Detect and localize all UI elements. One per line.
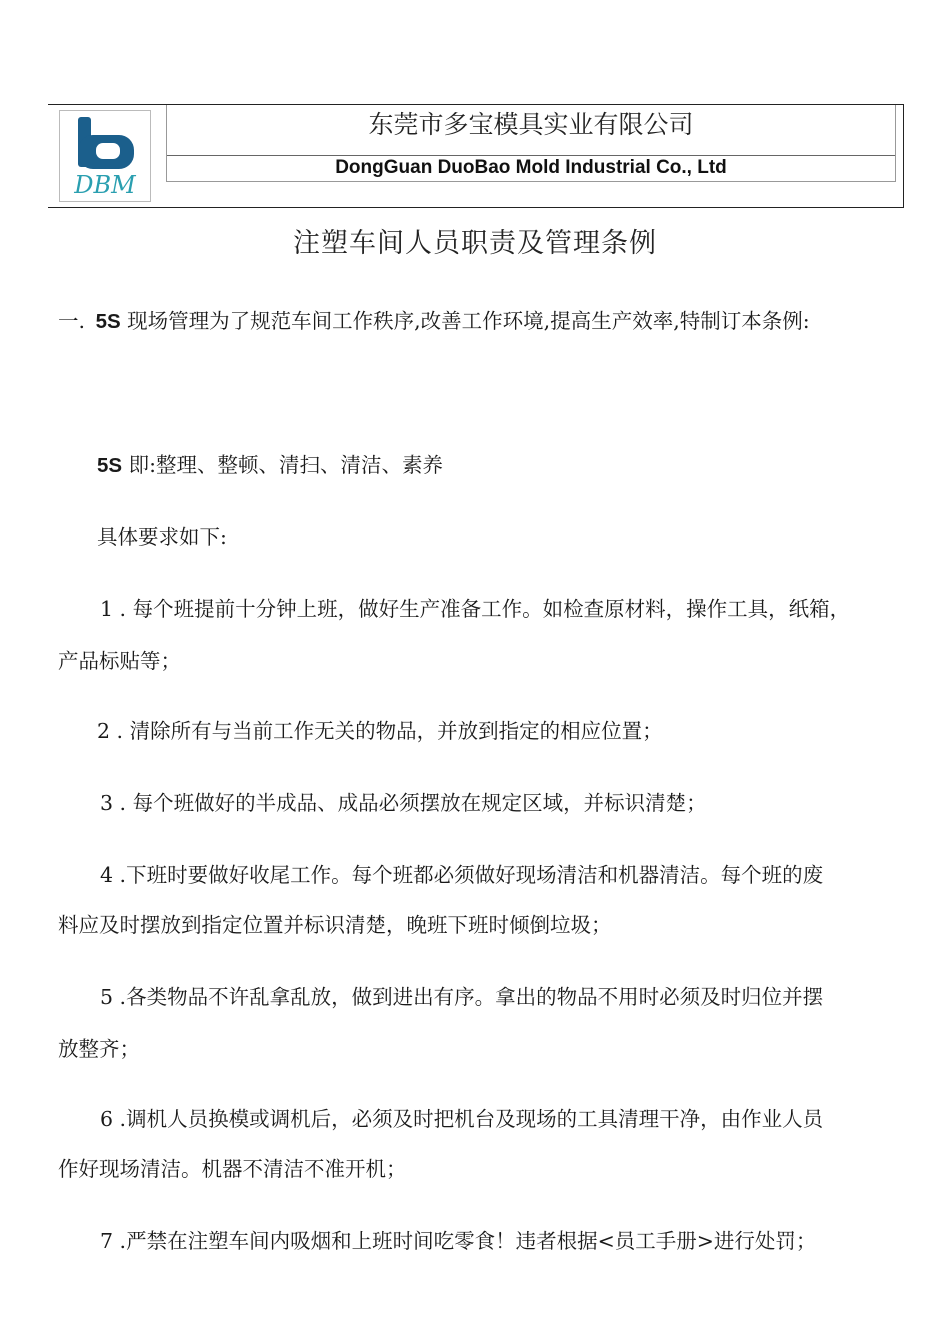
list-item: 6 .调机人员换模或调机后，必须及时把机台及现场的工具清理干净，由作业人员: [100, 1107, 824, 1131]
dbm-logo-icon: [60, 111, 150, 201]
section-text: 现场管理为了规范车间工作秩序,改善工作环境,提高生产效率,特制订本条例:: [127, 309, 810, 333]
list-item: 1 . 每个班提前十分钟上班，做好生产准备工作。如检查原材料，操作工具，纸箱，: [100, 597, 851, 621]
definition-code: 5S: [97, 454, 123, 477]
list-item: 7 .严禁在注塑车间内吸烟和上班时间吃零食！违者根据<员工手册>进行处罚；: [100, 1229, 817, 1253]
list-item-continuation: 产品标贴等；: [58, 649, 181, 673]
list-item: 3 . 每个班做好的半成品、成品必须摆放在规定区域，并标识清楚；: [100, 791, 707, 815]
company-name-en: DongGuan DuoBao Mold Industrial Co., Ltd: [335, 157, 727, 178]
five-s-definition: [97, 450, 443, 481]
letterhead: [48, 104, 904, 208]
document-title: 注塑车间人员职责及管理条例: [293, 228, 657, 259]
requirements-intro: 具体要求如下:: [97, 525, 227, 549]
section-code: 5S: [95, 310, 121, 333]
list-item: 2 . 清除所有与当前工作无关的物品，并放到指定的相应位置；: [97, 719, 663, 743]
section-heading: [58, 306, 810, 337]
company-name-box: [166, 105, 896, 182]
list-item: 4 .下班时要做好收尾工作。每个班都必须做好现场清洁和机器清洁。每个班的废: [100, 863, 824, 887]
list-item-continuation: 料应及时摆放到指定位置并标识清楚，晚班下班时倾倒垃圾；: [58, 913, 612, 937]
definition-text: 即:整理、整顿、清扫、清洁、素养: [128, 453, 444, 477]
company-name-cn: 东莞市多宝模具实业有限公司: [368, 110, 694, 139]
list-item-continuation: 作好现场清洁。机器不清洁不准开机；: [58, 1157, 407, 1181]
logo-text: DBM: [74, 171, 136, 199]
company-logo: [59, 110, 151, 202]
list-item-continuation: 放整齐；: [58, 1037, 140, 1061]
list-item: 5 .各类物品不许乱拿乱放，做到进出有序。拿出的物品不用时必须及时归位并摆: [100, 985, 824, 1009]
section-number: 一.: [58, 309, 86, 333]
